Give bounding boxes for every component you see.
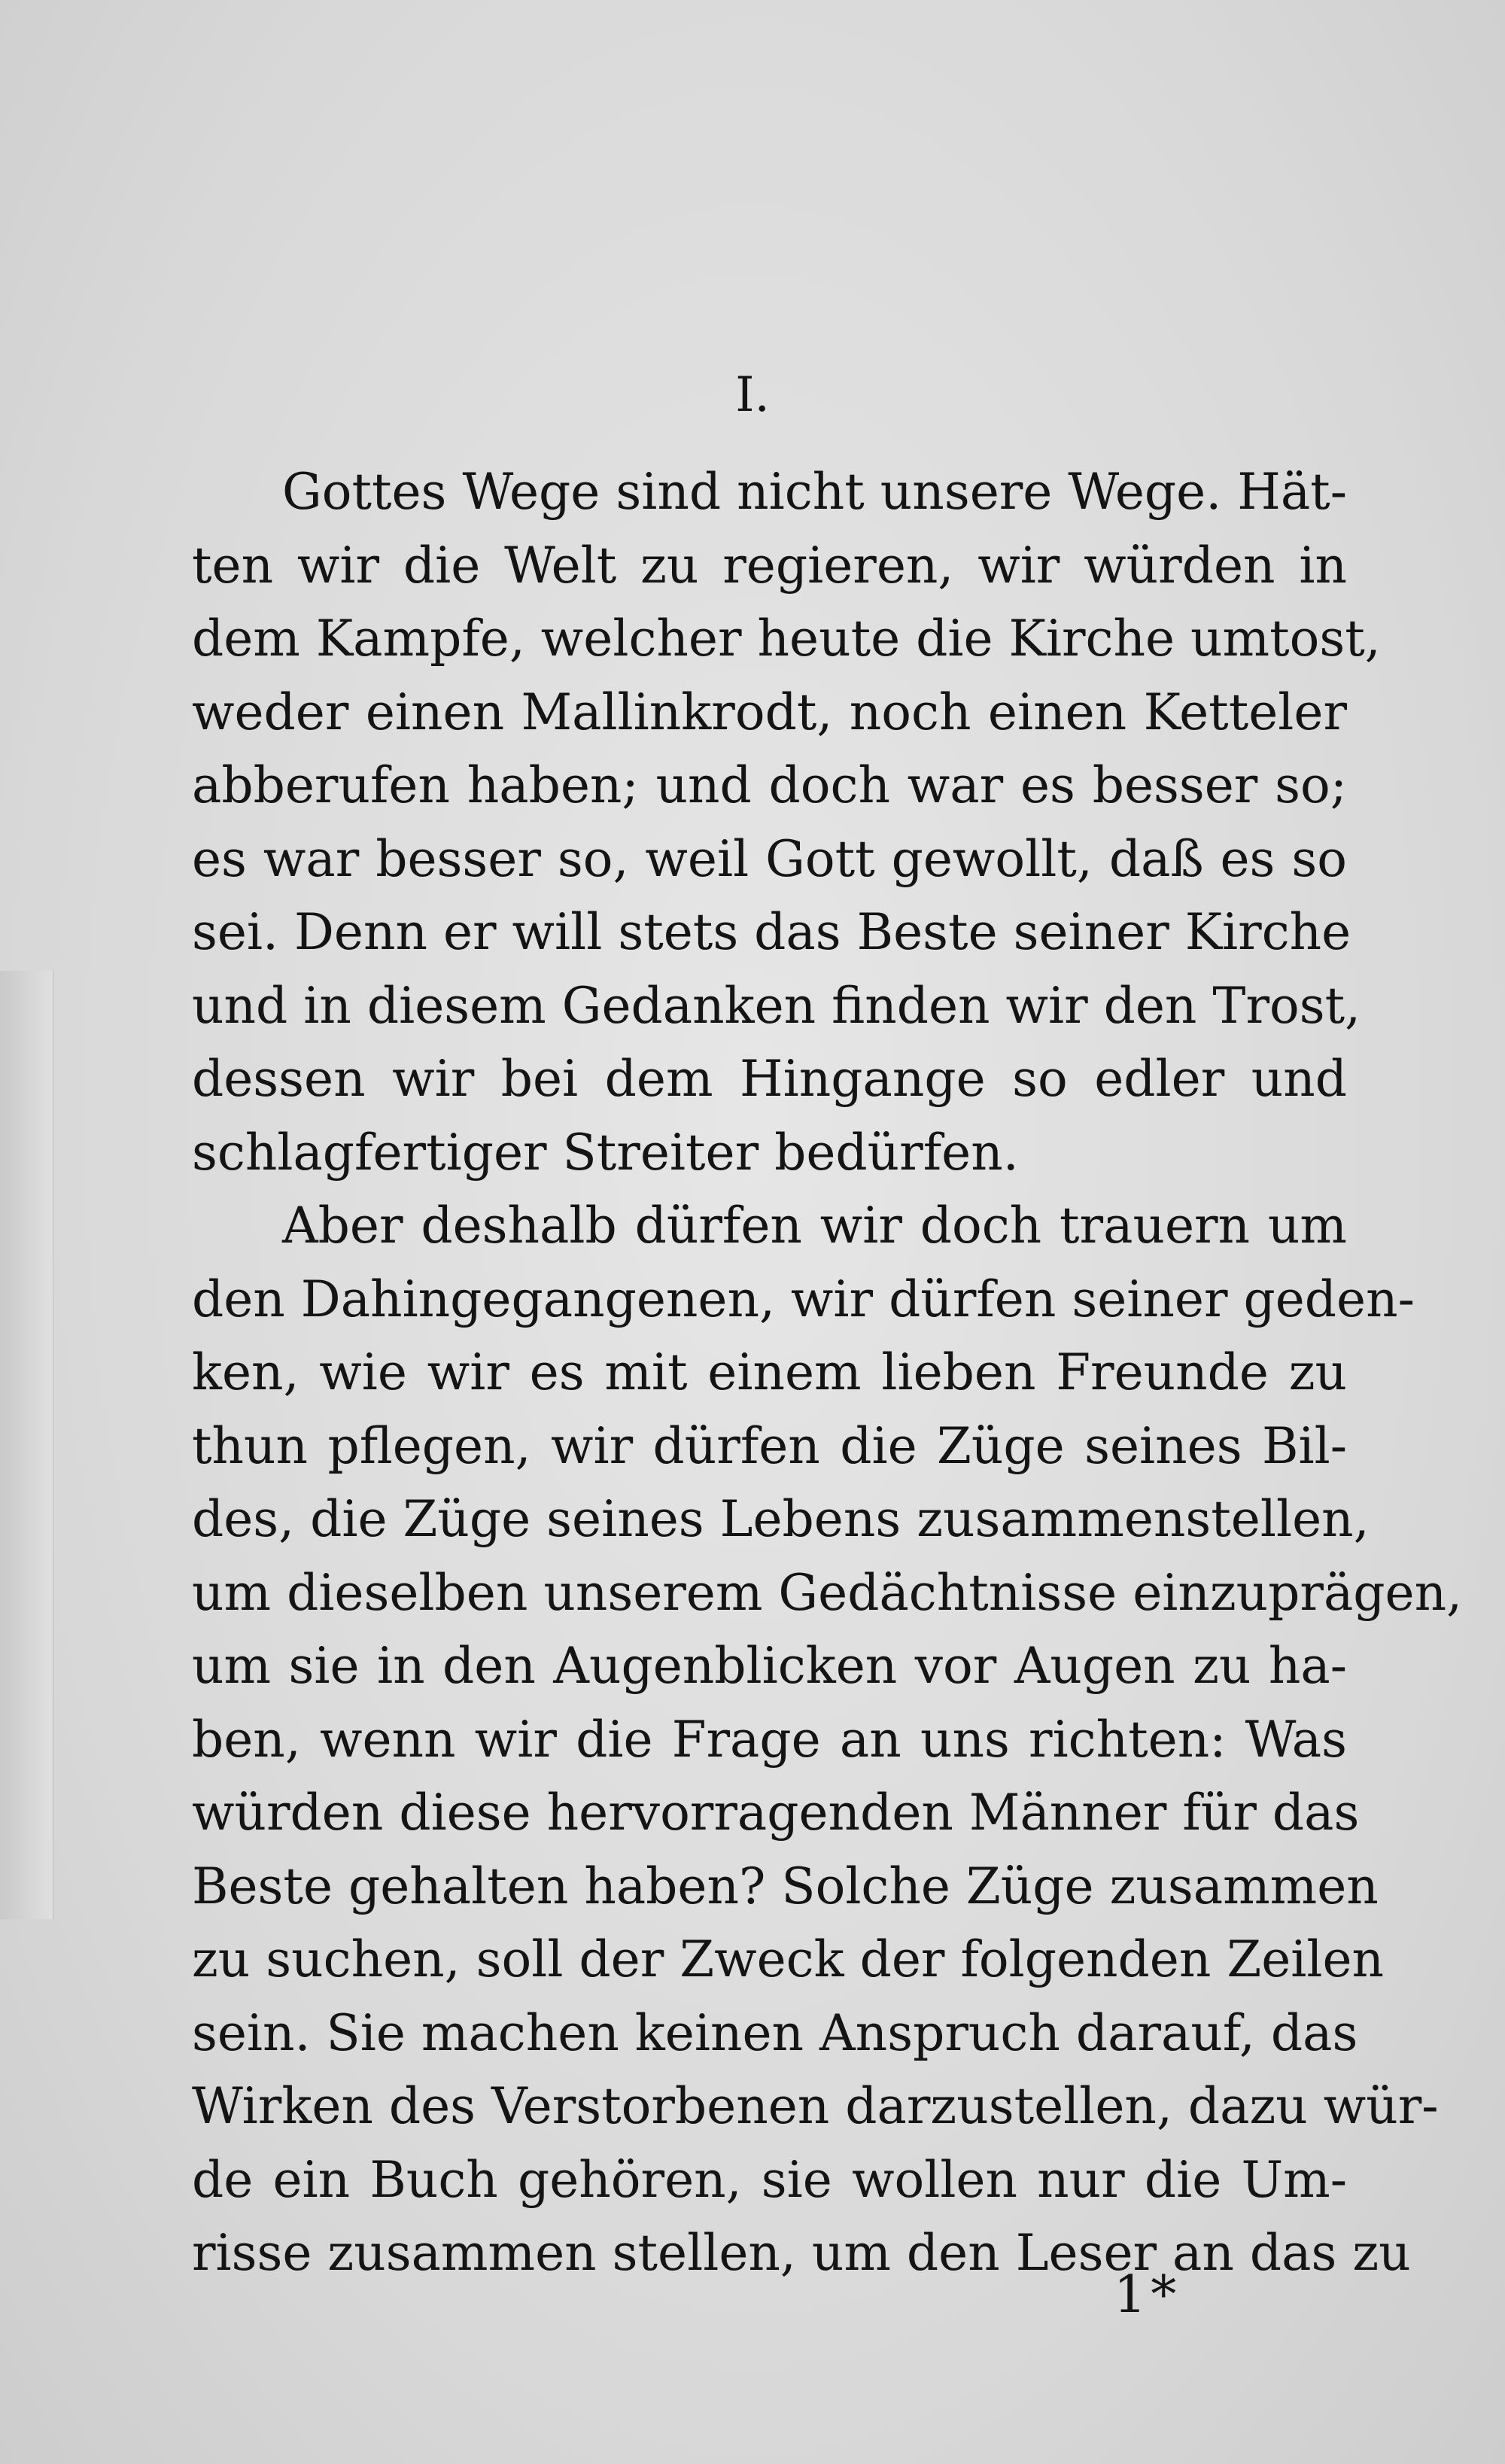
page-edge-shadow [0,971,53,1919]
text-line: schlagfertiger Streiter bedürfen. [192,1123,1019,1182]
text-line: sei. Denn er will stets das Beste seiner Kirche [192,903,1351,961]
text-line: Aber deshalb dürfen wir doch trauern um [282,1197,1347,1255]
text-line: risse zusammen stellen, um den Leser an das zu [192,2224,1411,2282]
text-line: um dieselben unserem Gedächtnisse einzuprägen, [192,1563,1463,1622]
text-line: thun pflegen, wir dürfen die Züge seines Bil- [192,1416,1347,1475]
text-line: des, die Züge seines Lebens zusammenstellen, [192,1490,1370,1548]
text-line: de ein Buch gehören, sie wollen nur die Um- [192,2150,1347,2209]
paragraph-2 [192,1189,1463,2290]
text-line: dem Kampfe, welcher heute die Kirche umtost, [192,610,1381,668]
text-line: und in diesem Gedanken finden wir den Trost, [192,976,1361,1035]
text-line: zu suchen, soll der Zweck der folgenden Zeilen [192,1930,1385,1988]
text-line: um sie in den Augenblicken vor Augen zu ha- [192,1637,1347,1695]
text-line: ten wir die Welt zu regieren, wir würden in [192,536,1347,595]
text-line: Beste gehalten haben? Solche Züge zusammen [192,1857,1379,1915]
text-line: den Dahingegangenen, wir dürfen seiner geden- [192,1270,1415,1328]
body-text [192,455,1463,2290]
text-line: Wirken des Verstorbenen darzustellen, dazu wür- [192,2077,1439,2135]
signature-mark: 1* [1114,2265,1181,2325]
text-line: sein. Sie machen keinen Anspruch darauf, das [192,2003,1358,2062]
text-line: dessen wir bei dem Hingange so edler und [192,1050,1347,1108]
text-line: abberufen haben; und doch war es besser so; [192,756,1347,814]
text-line: ken, wie wir es mit einem lieben Freunde zu [192,1343,1347,1401]
chapter-heading: I. [735,367,770,423]
text-line: würden diese hervorragenden Männer für das [192,1784,1360,1842]
text-line: weder einen Mallinkrodt, noch einen Ketteler [192,683,1347,741]
paragraph-1 [192,455,1381,1189]
text-line: ben, wenn wir die Frage an uns richten: Was [192,1710,1347,1769]
text-line: Gottes Wege sind nicht unsere Wege. Hät- [282,463,1347,521]
text-line: es war besser so, weil Gott gewollt, daß es so [192,829,1347,888]
